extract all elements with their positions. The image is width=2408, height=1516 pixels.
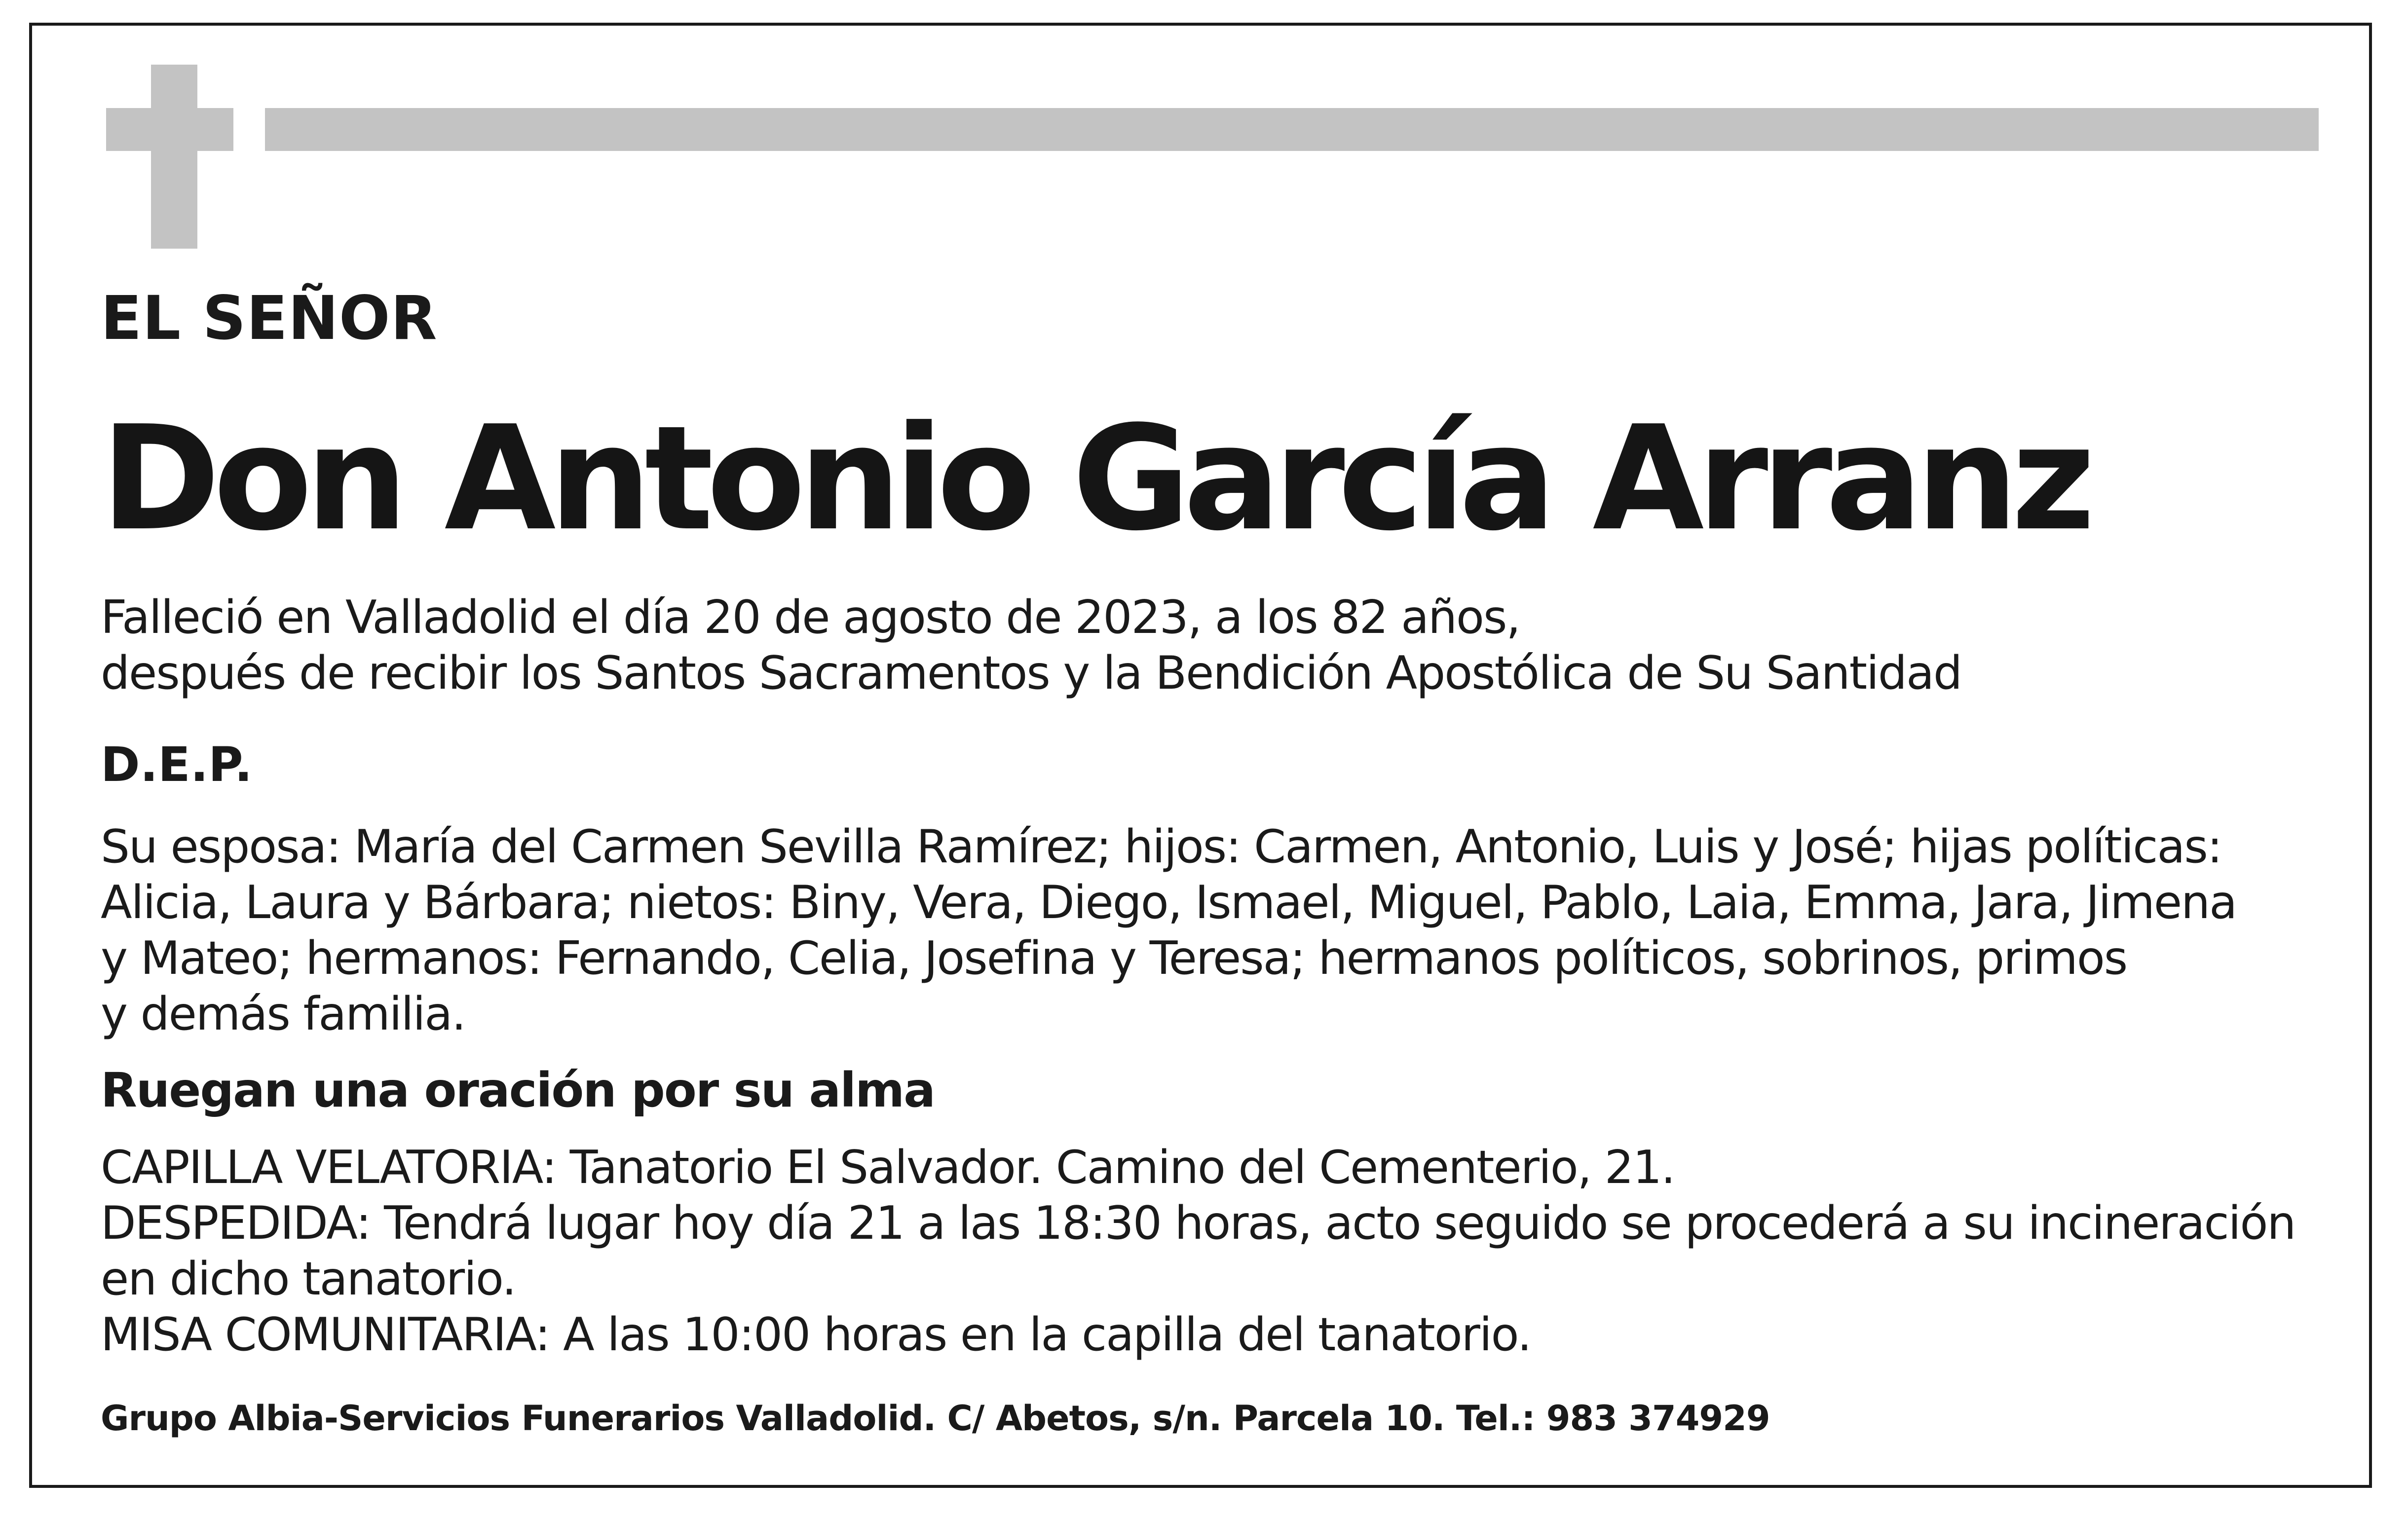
- title-prefix: EL SEÑOR: [101, 283, 438, 353]
- details-line: DESPEDIDA: Tendrá lugar hoy día 21 a las 18:30 horas, acto seguido se procederá a su incineración: [101, 1196, 2295, 1250]
- family-line: y demás familia.: [101, 987, 465, 1040]
- family-line: Alicia, Laura y Bárbara; nietos: Biny, Vera, Diego, Ismael, Miguel, Pablo, Laia, Emma, Jara, Jimena: [101, 876, 2237, 929]
- family-line: Su esposa: María del Carmen Sevilla Ramírez; hijos: Carmen, Antonio, Luis y José; hijas políticas:: [101, 820, 2222, 873]
- details-line: CAPILLA VELATORIA: Tanatorio El Salvador. Camino del Cementerio, 21.: [101, 1141, 1675, 1194]
- cross-icon: [151, 65, 197, 249]
- details-line: en dicho tanatorio.: [101, 1252, 516, 1305]
- dep-label: D.E.P.: [101, 737, 253, 792]
- details-line: MISA COMUNITARIA: A las 10:00 horas en la capilla del tanatorio.: [101, 1308, 1531, 1361]
- prayer-heading: Ruegan una oración por su alma: [101, 1063, 935, 1118]
- intro-line: después de recibir los Santos Sacramentos y la Bendición Apostólica de Su Santidad: [101, 646, 1961, 700]
- family-paragraph: [101, 819, 2236, 1042]
- funeral-home-footer: Grupo Albia-Servicios Funerarios Valladolid. C/ Abetos, s/n. Parcela 10. Tel.: 983 374929: [101, 1398, 1770, 1439]
- cross-icon-bar: [106, 108, 233, 151]
- intro-paragraph: [101, 590, 1961, 701]
- deceased-name: Don Antonio García Arranz: [101, 395, 2089, 562]
- intro-line: Falleció en Valladolid el día 20 de agosto de 2023, a los 82 años,: [101, 591, 1520, 644]
- header-rule: [265, 108, 2319, 151]
- family-line: y Mateo; hermanos: Fernando, Celia, Josefina y Teresa; hermanos políticos, sobrinos, primos: [101, 931, 2127, 985]
- service-details: [101, 1140, 2295, 1363]
